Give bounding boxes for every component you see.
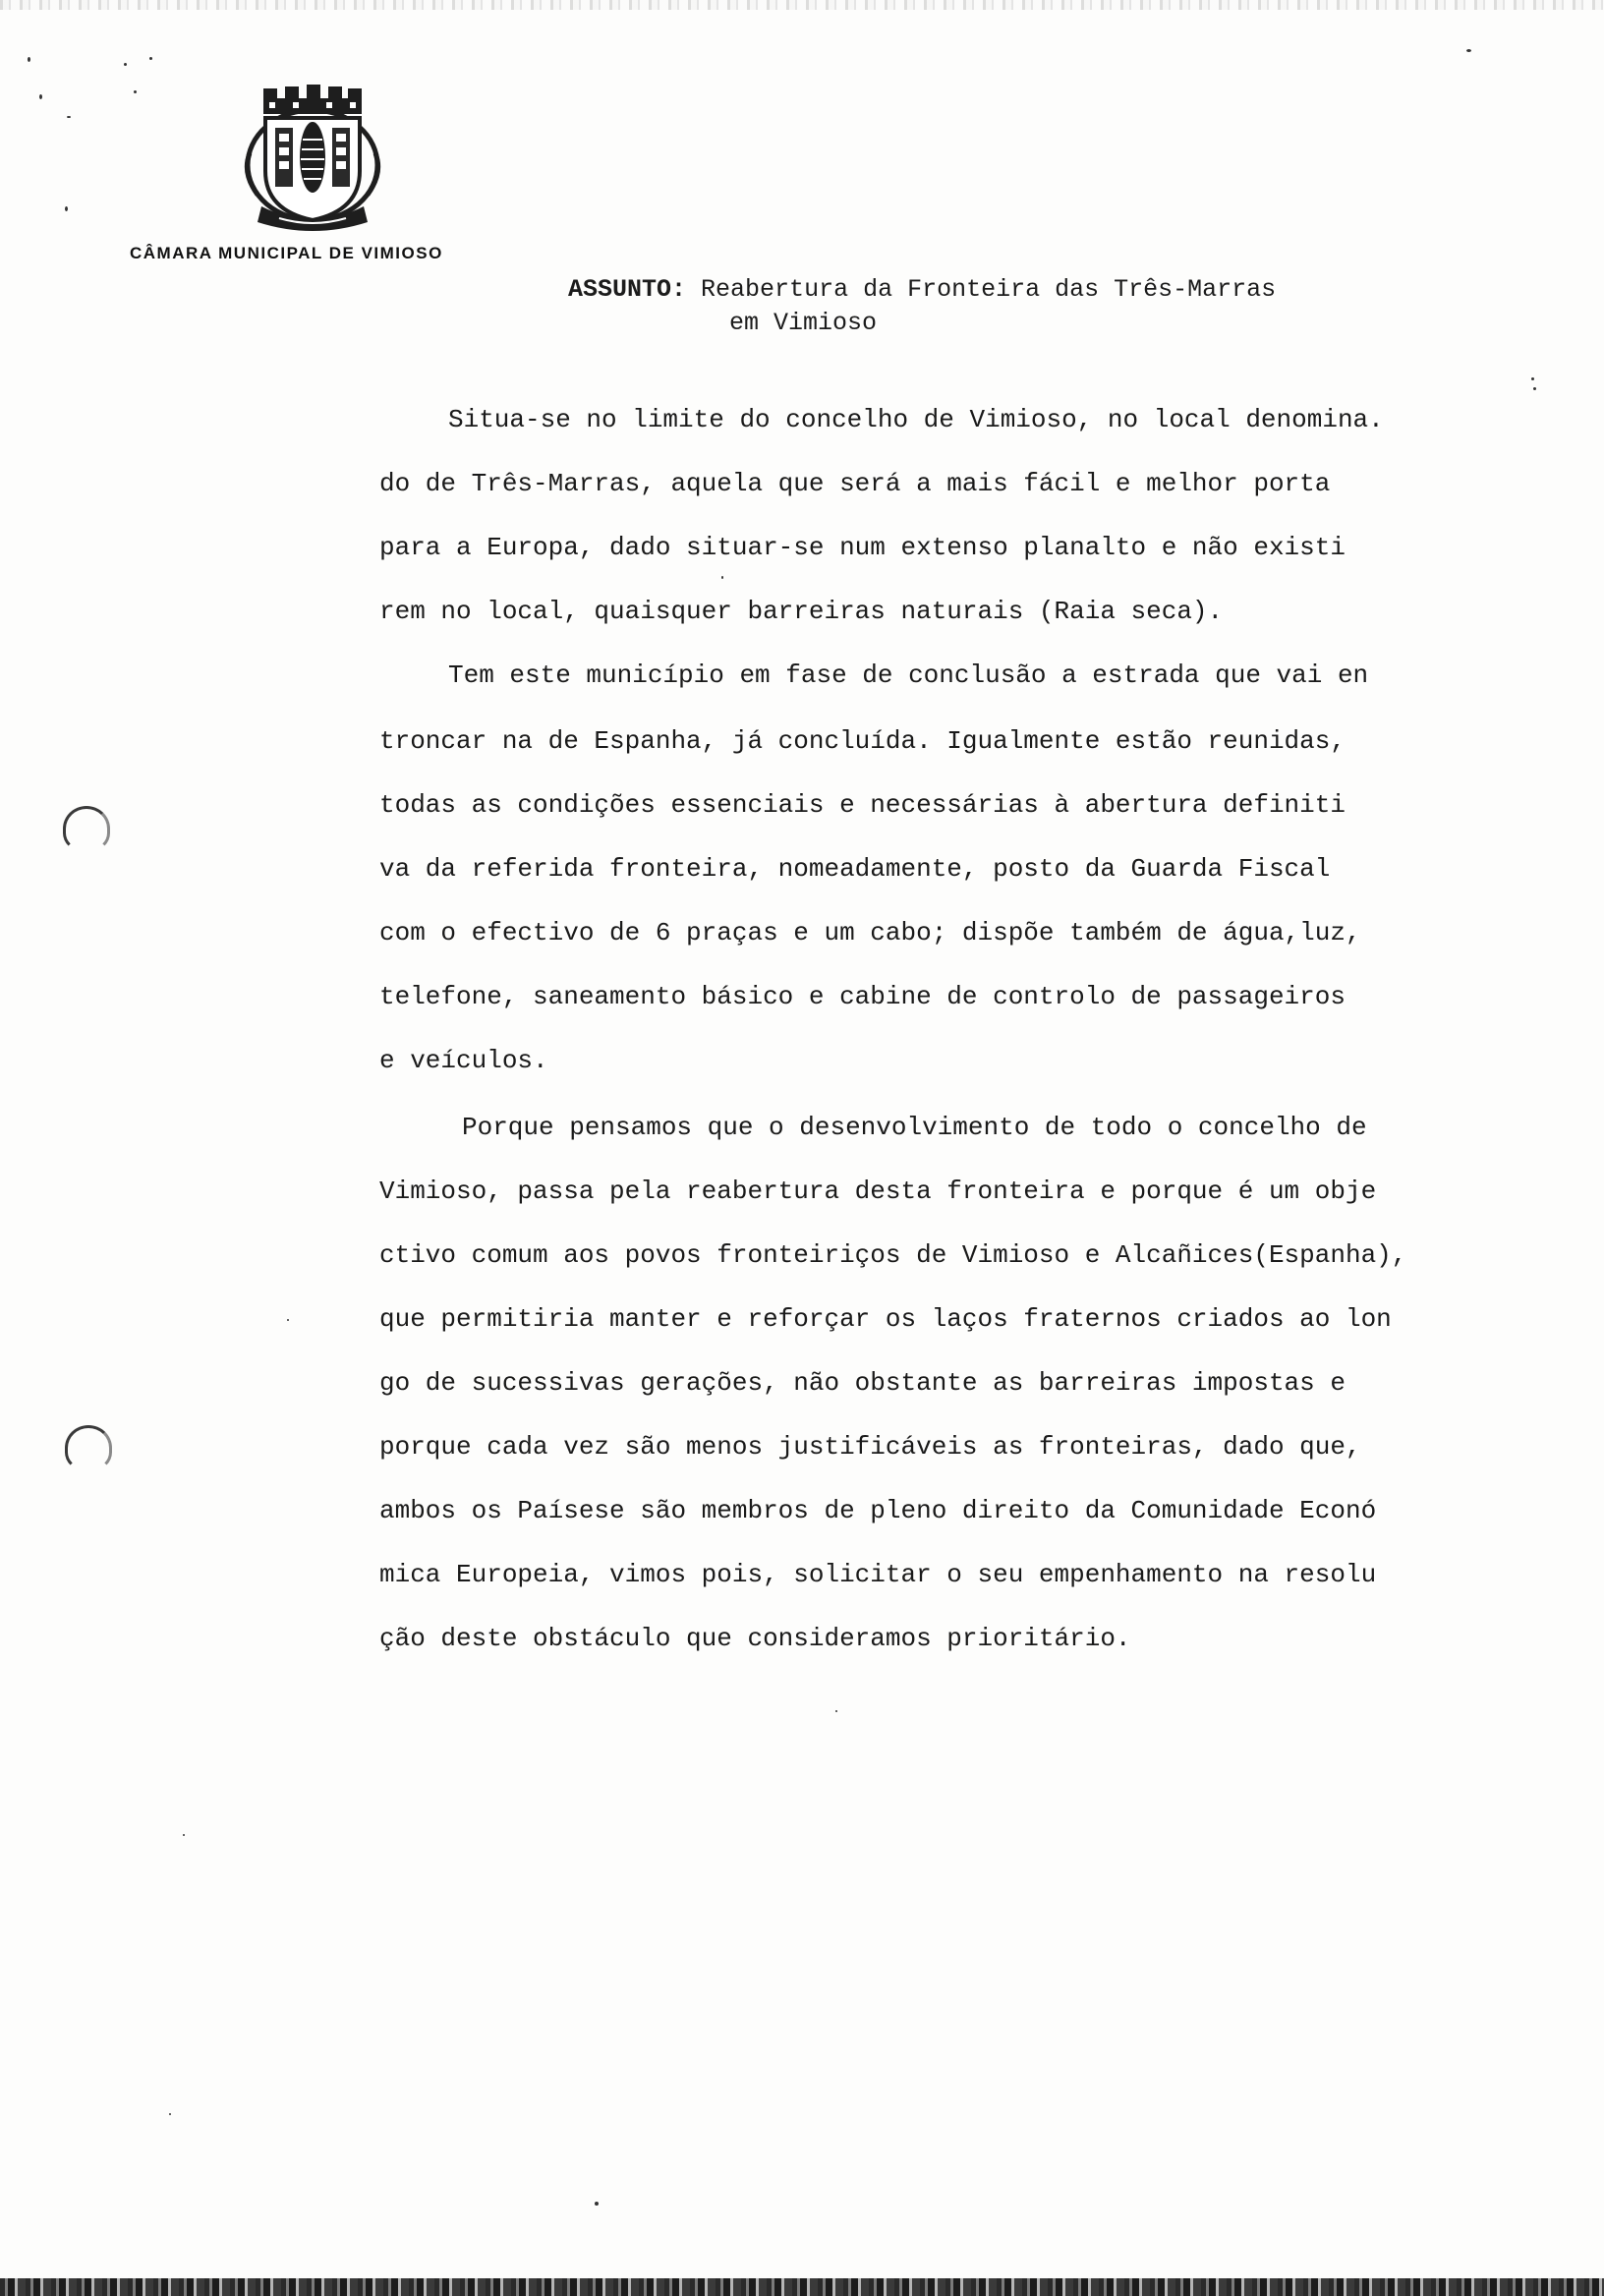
subject-title-line2: em Vimioso xyxy=(729,309,878,337)
body-line: mica Europeia, vimos pois, solicitar o seu empenhamento na resolu xyxy=(379,1560,1377,1589)
scan-speck xyxy=(183,1834,185,1836)
municipal-crest-icon xyxy=(236,85,389,232)
scan-speck xyxy=(149,57,152,60)
body-line: com o efectivo de 6 praças e um cabo; dispõe também de água,luz, xyxy=(379,918,1361,947)
scan-speck xyxy=(39,94,42,99)
body-line: porque cada vez são menos justificáveis as fronteiras, dado que, xyxy=(379,1432,1361,1462)
scan-speck xyxy=(595,2202,599,2206)
scan-speck xyxy=(835,1710,837,1712)
scan-speck xyxy=(169,2113,171,2115)
body-line: troncar na de Espanha, já concluída. Igualmente estão reunidas, xyxy=(379,726,1346,756)
body-line: ambos os Paísese são membros de pleno direito da Comunidade Econó xyxy=(379,1496,1377,1525)
scan-speck xyxy=(721,576,723,579)
body-line: ção deste obstáculo que consideramos prioritário. xyxy=(379,1624,1131,1653)
body-line: Porque pensamos que o desenvolvimento de todo o concelho de xyxy=(462,1113,1367,1142)
subject-title-line1: Reabertura da Fronteira das Três-Marras xyxy=(701,275,1277,304)
subject-label: ASSUNTO: xyxy=(568,275,687,304)
body-line: para a Europa, dado situar-se num extenso planalto e não existi xyxy=(379,533,1346,562)
scan-speck xyxy=(134,90,137,93)
scan-speck xyxy=(1466,49,1471,52)
scan-speck xyxy=(1531,377,1534,380)
body-line: rem no local, quaisquer barreiras naturais (Raia seca). xyxy=(379,597,1224,626)
punch-hole-lower xyxy=(65,1425,112,1470)
body-line: Vimioso, passa pela reabertura desta fronteira e porque é um obje xyxy=(379,1177,1377,1206)
body-line: do de Três-Marras, aquela que será a mais fácil e melhor porta xyxy=(379,469,1331,498)
scan-speck xyxy=(28,57,30,62)
scan-speck xyxy=(124,63,127,66)
body-line: todas as condições essenciais e necessárias à abertura definiti xyxy=(379,790,1346,820)
body-line: va da referida fronteira, nomeadamente, posto da Guarda Fiscal xyxy=(379,854,1331,884)
punch-hole-upper xyxy=(63,806,110,851)
body-line: que permitiria manter e reforçar os laços fraternos criados ao lon xyxy=(379,1304,1392,1334)
scan-bottom-edge xyxy=(0,2278,1604,2296)
body-line: Situa-se no limite do concelho de Vimioso, no local denomina. xyxy=(448,405,1384,434)
scan-speck xyxy=(287,1319,289,1321)
scan-speck xyxy=(1533,387,1536,390)
scan-top-edge xyxy=(0,0,1604,10)
body-line: ctivo comum aos povos fronteiriços de Vimioso e Alcañices(Espanha), xyxy=(379,1240,1407,1270)
body-line: Tem este município em fase de conclusão a estrada que vai en xyxy=(448,660,1369,690)
body-line: go de sucessivas gerações, não obstante as barreiras impostas e xyxy=(379,1368,1346,1398)
subject-heading xyxy=(568,273,1276,306)
body-line: e veículos. xyxy=(379,1046,548,1075)
municipality-name: CÂMARA MUNICIPAL DE VIMIOSO xyxy=(130,244,443,262)
scan-speck xyxy=(65,206,68,211)
body-line: telefone, saneamento básico e cabine de controlo de passageiros xyxy=(379,982,1346,1011)
scan-speck xyxy=(67,116,71,118)
